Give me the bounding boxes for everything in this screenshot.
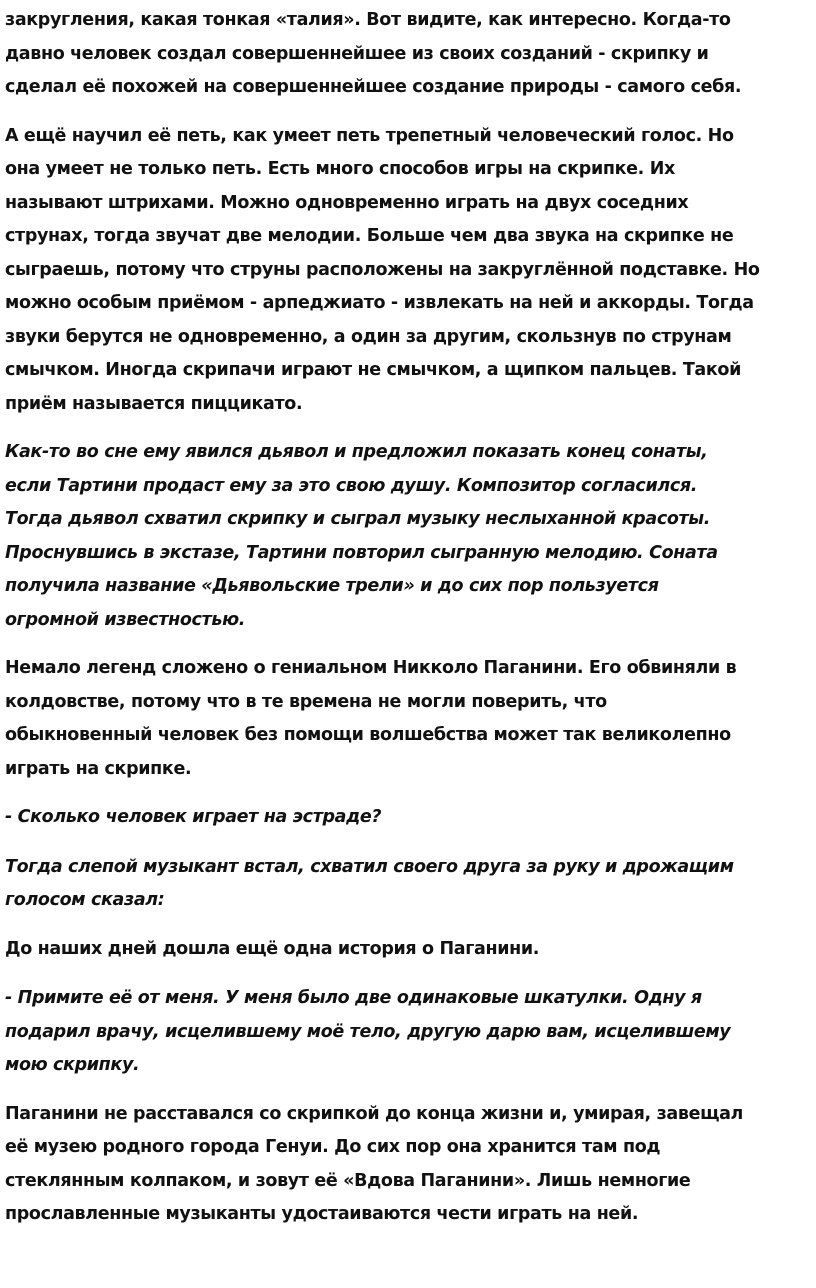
- text-line: называют штрихами. Можно одновременно играть на двух соседних: [5, 192, 689, 213]
- paragraph-blind-musician: [5, 851, 811, 918]
- text-line: Паганини не расставался со скрипкой до конца жизни и, умирая, завещал: [5, 1103, 744, 1124]
- text-line: Тогда дьявол схватил скрипку и сыграл музыку неслыханной красоты.: [5, 509, 711, 529]
- text-line: Немало легенд сложено о гениальном Никколо Паганини. Его обвиняли в: [5, 658, 737, 678]
- paragraph-violin-techniques: [5, 120, 811, 422]
- text-line: можно особым приёмом - арпеджиато - извлекать на ней и аккорды. Тогда: [5, 293, 754, 313]
- text-line: приём называется пиццикато.: [5, 393, 303, 414]
- text-line: сделал её похожей на совершеннейшее создание природы - самого себя.: [5, 77, 742, 97]
- text-line: А ещё научил её петь, как умеет петь трепетный человеческий голос. Но: [5, 125, 734, 146]
- text-line: Тогда слепой музыкант встал, схватил своего друга за руку и дрожащим: [5, 856, 734, 877]
- text-line: звуки берутся не одновременно, а один за другим, скользнув по струнам: [5, 326, 732, 347]
- text-line: прославленные музыканты удостаиваются чести играть на ней.: [5, 1204, 639, 1224]
- paragraph-another-story: [5, 933, 811, 967]
- text-line: До наших дней дошла ещё одна история о Паганини.: [5, 938, 540, 959]
- paragraph-violin-shape: [5, 4, 811, 105]
- text-line: она умеет не только петь. Есть много способов игры на скрипке. Их: [5, 159, 675, 179]
- text-line: мою скрипку.: [5, 1055, 140, 1075]
- text-line: смычком. Иногда скрипачи играют не смычком, а щипком пальцев. Такой: [5, 360, 742, 380]
- text-line: давно человек создал совершеннейшее из своих созданий - скрипку и: [5, 43, 709, 64]
- text-line: играть на скрипке.: [5, 758, 192, 779]
- paragraph-paganini-widow: [5, 1098, 811, 1232]
- text-line: Проснувшись в экстазе, Тартини повторил сыгранную мелодию. Соната: [5, 542, 718, 563]
- text-line: подарил врачу, исцелившему моё тело, другую дарю вам, исцелившему: [5, 1021, 731, 1042]
- text-line: - Сколько человек играет на эстраде?: [5, 807, 382, 827]
- text-line: - Примите её от меня. У меня было две одинаковые шкатулки. Одну я: [5, 988, 702, 1008]
- paragraph-caskets: [5, 982, 811, 1083]
- text-line: её музею родного города Генуи. До сих пор она хранится там под: [5, 1137, 661, 1157]
- paragraph-question: [5, 801, 811, 835]
- text-line: сыграешь, потому что струны расположены на закруглённой подставке. Но: [5, 259, 760, 280]
- text-line: колдовстве, потому что в те времена не могли поверить, что: [5, 691, 607, 712]
- text-line: получила название «Дьявольские трели» и до сих пор пользуется: [5, 576, 659, 596]
- paragraph-paganini-legends: [5, 652, 811, 786]
- document-page: [5, 0, 811, 1232]
- text-line: голосом сказал:: [5, 890, 165, 910]
- text-line: огромной известностью.: [5, 609, 246, 630]
- paragraph-tartini-legend: [5, 436, 811, 637]
- text-line: стеклянным колпаком, и зовут её «Вдова Паганини». Лишь немногие: [5, 1170, 691, 1191]
- text-line: закругления, какая тонкая «талия». Вот видите, как интересно. Когда-то: [5, 10, 731, 30]
- text-line: Как-то во сне ему явился дьявол и предложил показать конец сонаты,: [5, 442, 708, 462]
- text-line: обыкновенный человек без помощи волшебства может так великолепно: [5, 725, 731, 745]
- text-line: если Тартини продаст ему за это свою душу. Композитор согласился.: [5, 475, 698, 496]
- text-line: струнах, тогда звучат две мелодии. Больше чем два звука на скрипке не: [5, 226, 734, 246]
